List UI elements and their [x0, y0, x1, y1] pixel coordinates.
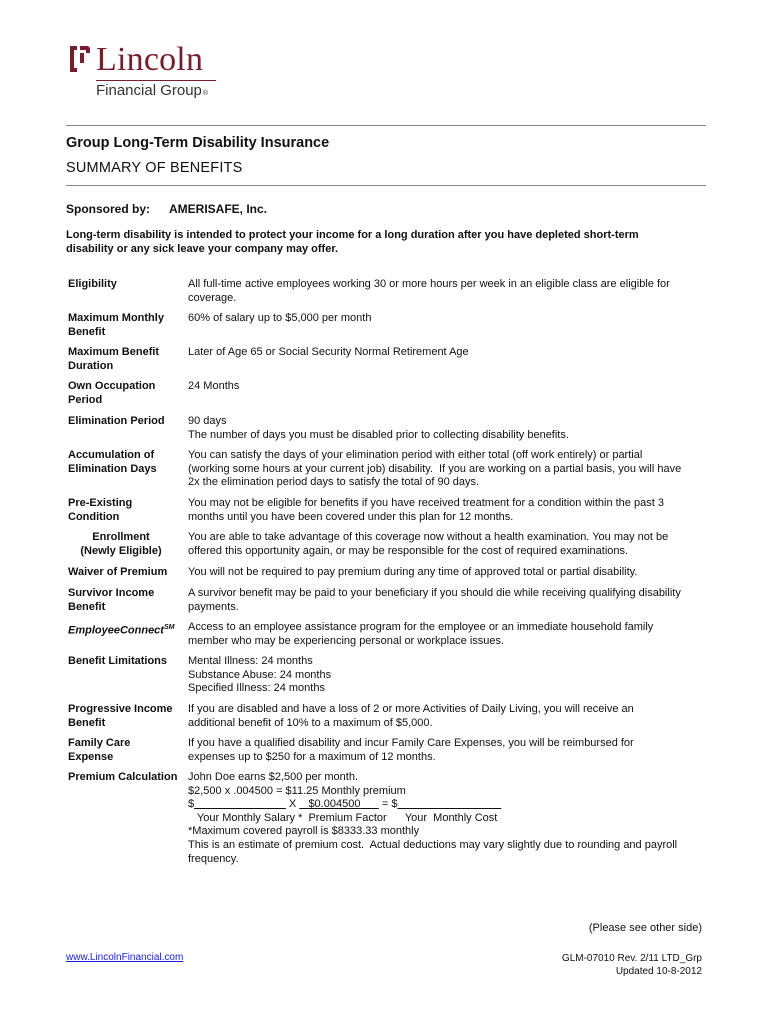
row-label: Benefit Limitations [68, 655, 168, 667]
row-label: Elimination Period [68, 415, 165, 427]
row-label: Survivor Income Benefit [68, 587, 155, 613]
top-divider [66, 125, 706, 126]
row-label: Enrollment (Newly Eligible) [80, 531, 162, 557]
premium-formula: $ X $0.004500 = $ [188, 798, 398, 811]
row-label: Pre-Existing Condition [68, 497, 133, 523]
row-value: All full-time active employees working 30 or more hours per week in an eligible class are eligible for coverage. [188, 278, 670, 304]
row-label: Maximum Benefit Duration [68, 346, 160, 372]
row-value: You may not be eligible for benefits if you have received treatment for a condition within the past 3 months until you have been covered under this plan for 12 months. [188, 497, 664, 523]
row-label: Accumulation of Elimination Days [68, 449, 157, 475]
logo-subtitle: Financial Group® [96, 82, 209, 99]
row-value: 90 days The number of days you must be disabled prior to collecting disability benefits. [188, 415, 569, 441]
logo-rule [96, 80, 216, 81]
row-label: Family Care Expense [68, 737, 131, 763]
row-value: If you have a qualified disability and incur Family Care Expenses, you will be reimbursed for expenses up to $250 for a maximum of 12 months. [188, 737, 634, 763]
sponsor-label: Sponsored by: [66, 202, 151, 216]
row-value: A survivor benefit may be paid to your beneficiary if you should die while receiving qualifying disability payments. [188, 587, 681, 613]
row-value: You can satisfy the days of your elimination period with either total (off work entirely) or partial (working some hours at your current job) disability. If you are working on a partial basis, you will have 2x the elimination period days to satisfy the total of 90 days. [188, 449, 682, 489]
header-divider [66, 185, 706, 186]
document-subtitle: SUMMARY OF BENEFITS [66, 160, 243, 176]
row-value: If you are disabled and have a loss of 2 or more Activities of Daily Living, you will receive an additional benefit of 10% to a maximum of $5,000. [188, 703, 634, 729]
row-value: Later of Age 65 or Social Security Normal Retirement Age [188, 346, 469, 358]
intro-paragraph: Long-term disability is intended to protect your income for a long duration after you have depleted short-term disability or any sick leave your company may offer. [66, 229, 639, 255]
lincoln-logo [66, 42, 236, 104]
row-value: 60% of salary up to $5,000 per month [188, 312, 372, 324]
see-other-side-note: (Please see other side) [588, 922, 702, 934]
row-value: Mental Illness: 24 months Substance Abuse: 24 months Specified Illness: 24 months [188, 655, 332, 695]
row-value: John Doe earns $2,500 per month. $2,500 x .004500 = $11.25 Monthly premium $ X $0.004500 = $ Your Monthly Salary * Premium Factor Your Monthly Cost *Maximum covered payroll is $8333.33 monthly This is an estimate of premium cost. Actual deductions may vary slightly due to rounding and payroll frequency. [188, 771, 708, 866]
sponsor-line [66, 202, 267, 216]
logo-wordmark: Lincoln [96, 41, 204, 78]
row-value: You are able to take advantage of this coverage now without a health examination. You may not be offered this opportunity again, or may be responsible for the cost of required examinations. [188, 531, 669, 557]
row-label: Progressive Income Benefit [68, 703, 173, 729]
row-label: Own Occupation Period [68, 380, 156, 406]
sponsor-name: AMERISAFE, Inc. [169, 202, 268, 216]
row-label: Premium Calculation [68, 771, 178, 783]
row-label: Waiver of Premium [68, 566, 168, 578]
website-link[interactable]: www.LincolnFinancial.com [66, 952, 184, 963]
row-label: Eligibility [68, 278, 117, 290]
row-label: EmployeeConnect℠ [68, 624, 175, 637]
lincoln-coat-mark-icon [66, 44, 92, 74]
document-title: Group Long-Term Disability Insurance [66, 135, 330, 151]
row-value: 24 Months [188, 380, 240, 392]
row-value: You will not be required to pay premium during any time of approved total or partial disability. [188, 566, 638, 578]
form-code: GLM-07010 Rev. 2/11 LTD_Grp Updated 10-8-2012 [561, 953, 702, 977]
row-value: Access to an employee assistance program for the employee or an immediate household family member who may be experiencing personal or workplace issues. [188, 621, 654, 647]
row-label: Maximum Monthly Benefit [68, 312, 164, 338]
